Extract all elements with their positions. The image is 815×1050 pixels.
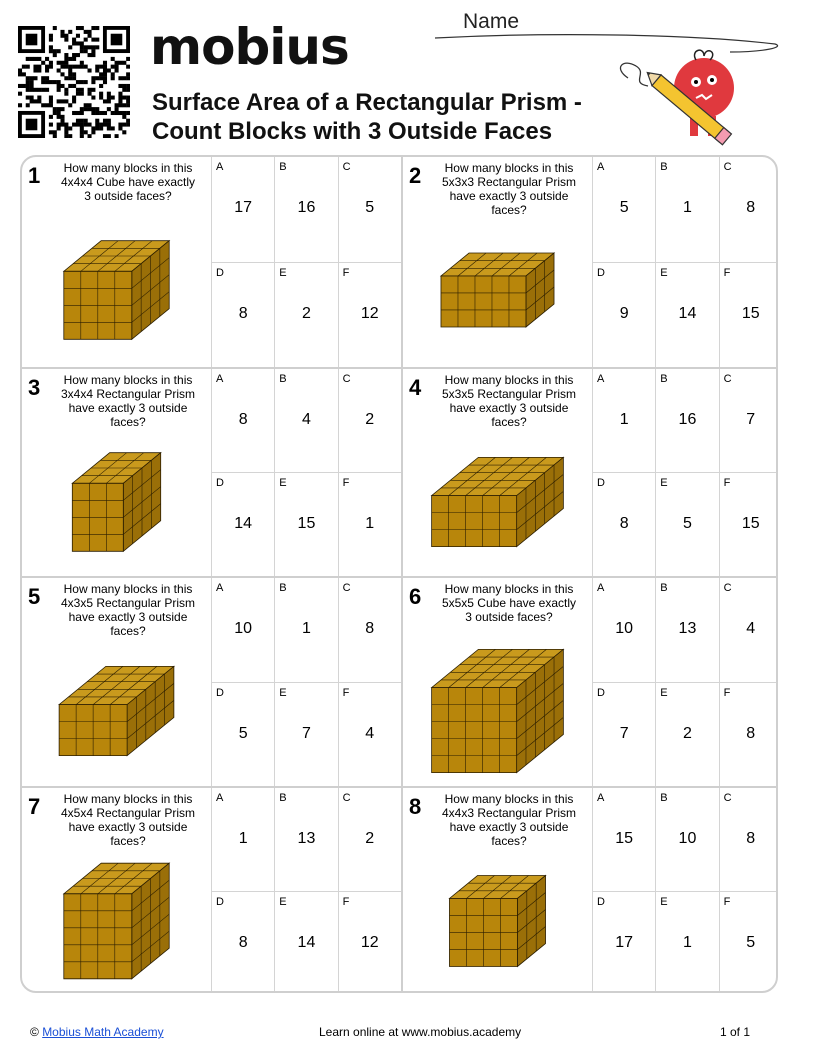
answer-option-a[interactable] [211,369,274,473]
answer-option-b[interactable] [274,157,337,262]
answer-option-c[interactable] [719,578,778,682]
answer-value: 12 [360,934,379,952]
answer-option-f[interactable] [719,472,778,576]
answer-value: 8 [746,724,756,742]
answer-value: 17 [615,934,634,952]
prism-figure [403,788,592,994]
answer-letter: A [597,791,605,804]
answer-value: 14 [297,934,316,952]
prism-figure [403,157,592,366]
answer-value: 1 [238,829,248,847]
question-cell [22,786,401,994]
answer-value: 5 [746,934,756,952]
mobius-logo: mobius [150,18,349,76]
question-text: How many blocks in this 5x5x5 Cube have exactly 3 outside faces? [441,582,577,624]
question-cell [401,367,778,577]
question-text: How many blocks in this 4x4x3 Rectangular Prism have exactly 3 outside faces? [441,791,577,848]
answer-value: 13 [297,829,316,847]
answer-choices [211,578,401,786]
answer-letter: F [723,896,731,909]
answer-value: 7 [619,724,629,742]
answer-letter: A [216,582,224,594]
answer-letter: C [342,372,351,385]
answer-letter: A [597,372,605,385]
question-text: How many blocks in this 3x4x4 Rectangular Prism have exactly 3 outside faces? [60,372,196,429]
answer-option-c[interactable] [719,157,778,262]
answer-option-e[interactable] [655,891,718,993]
answer-letter: C [342,791,351,804]
answer-letter: D [216,896,224,909]
answer-option-b[interactable] [274,369,337,473]
answer-option-f[interactable] [719,682,778,786]
answer-option-a[interactable] [211,578,274,682]
answer-value: 15 [615,829,634,847]
answer-letter: E [660,477,668,490]
answer-value: 4 [301,410,311,428]
mobius-academy-link[interactable]: Mobius Math Academy [42,1025,164,1039]
answer-letter: E [660,266,668,279]
answer-value: 1 [682,934,692,952]
answer-value: 16 [297,199,316,216]
name-label: Name [463,10,520,33]
answer-value: 2 [682,724,692,742]
answer-option-b[interactable] [655,578,718,682]
page-number: 1 of 1 [720,1025,751,1039]
answer-choices [592,157,778,367]
answer-letter: E [279,266,287,279]
answer-letter: F [342,266,350,279]
answer-value: 15 [741,304,760,322]
answer-option-d[interactable] [211,891,274,993]
answer-letter: D [597,896,605,909]
answer-value: 5 [682,515,692,533]
prism-figure [22,157,211,366]
question-text: How many blocks in this 4x4x4 Cube have exactly 3 outside faces? [60,161,196,203]
answer-value: 8 [365,620,375,637]
answer-letter: E [279,896,287,909]
answer-letter: A [216,161,224,173]
question-number: 3 [28,374,41,400]
answer-letter: A [216,791,224,804]
question-number: 2 [409,163,422,188]
answer-letter: B [279,582,287,594]
question-grid [20,155,778,993]
answer-letter: D [216,686,224,699]
answer-letter: C [723,582,732,594]
answer-option-f[interactable] [719,891,778,993]
answer-option-f[interactable] [338,682,401,786]
question-number: 5 [28,584,41,609]
copyright-symbol: © [30,1025,39,1039]
answer-value: 8 [746,199,756,216]
answer-option-f[interactable] [338,472,401,576]
prism-figure [22,369,211,578]
answer-value: 16 [678,410,697,428]
answer-letter: D [216,477,224,490]
answer-value: 2 [301,304,311,322]
answer-option-b[interactable] [655,157,718,262]
question-number: 4 [409,374,422,400]
answer-option-b[interactable] [274,788,337,892]
answer-choices [592,369,778,577]
question-text: How many blocks in this 5x3x3 Rectangular Prism have exactly 3 outside faces? [441,161,577,217]
answer-letter: B [660,372,668,385]
answer-letter: A [597,582,605,594]
answer-letter: A [216,372,224,385]
answer-choices [211,157,401,367]
answer-letter: B [660,582,668,594]
answer-option-b[interactable] [274,578,337,682]
answer-letter: D [597,686,605,699]
question-number: 1 [28,163,41,188]
answer-option-d[interactable] [592,682,655,786]
answer-letter: C [342,161,351,173]
answer-option-a[interactable] [592,369,655,473]
answer-letter: F [723,266,731,279]
answer-value: 17 [234,199,253,216]
answer-value: 1 [619,410,629,428]
footer-learn-online: Learn online at www.mobius.academy [319,1025,522,1039]
answer-letter: B [279,161,287,173]
answer-value: 4 [365,724,375,742]
answer-letter: F [342,686,350,699]
prism-figure [403,369,592,578]
answer-option-c[interactable] [338,578,401,682]
answer-letter: F [723,477,731,490]
answer-option-b[interactable] [655,369,718,473]
answer-choices [211,788,401,994]
answer-letter: A [597,161,605,173]
answer-value: 8 [238,934,248,952]
prism-figure [22,578,211,787]
answer-value: 10 [615,620,634,637]
question-text: How many blocks in this 4x5x4 Rectangular Prism have exactly 3 outside faces? [60,791,196,848]
answer-option-a[interactable] [211,788,274,892]
answer-option-c[interactable] [338,157,401,262]
answer-option-e[interactable] [655,262,718,367]
answer-option-e[interactable] [655,472,718,576]
answer-option-c[interactable] [338,369,401,473]
answer-letter: E [279,686,287,699]
answer-option-e[interactable] [274,682,337,786]
answer-value: 1 [301,620,311,637]
answer-value: 10 [234,620,253,637]
footer-copyright [30,1025,164,1039]
question-cell [401,576,778,786]
answer-option-b[interactable] [655,788,718,892]
title-line-1: Surface Area of a Rectangular Prism - [152,89,582,116]
answer-letter: E [660,896,668,909]
answer-option-d[interactable] [592,891,655,993]
answer-value: 8 [619,515,629,533]
question-cell [22,157,401,367]
answer-value: 1 [682,199,692,216]
answer-option-e[interactable] [274,472,337,576]
answer-letter: C [723,791,732,804]
answer-value: 15 [741,515,760,533]
answer-letter: D [597,266,605,279]
answer-letter: F [723,686,731,699]
title-line-2: Count Blocks with 3 Outside Faces [152,118,553,145]
mascot-illustration [608,38,758,158]
answer-letter: E [279,477,287,490]
answer-value: 8 [746,829,756,847]
answer-value: 10 [678,829,697,847]
answer-letter: F [342,896,350,909]
answer-letter: C [723,161,732,173]
question-number: 8 [409,793,422,819]
answer-value: 2 [365,829,375,847]
qr-code [18,26,130,138]
answer-letter: C [723,372,732,385]
answer-option-a[interactable] [592,788,655,892]
question-number: 7 [28,793,41,819]
answer-letter: C [342,582,351,594]
answer-letter: B [279,372,287,385]
answer-option-f[interactable] [719,262,778,367]
answer-value: 15 [297,515,316,533]
answer-option-e[interactable] [274,891,337,993]
answer-value: 12 [360,304,379,322]
answer-value: 5 [619,199,629,216]
answer-option-a[interactable] [592,157,655,262]
answer-option-c[interactable] [719,369,778,473]
answer-value: 9 [619,304,629,322]
question-cell [22,576,401,786]
prism-figure [403,578,592,787]
answer-choices [211,369,401,577]
worksheet-title [152,88,582,146]
answer-letter: E [660,686,668,699]
answer-choices [592,788,778,994]
answer-value: 5 [238,724,248,742]
answer-option-c[interactable] [338,788,401,892]
answer-option-d[interactable] [592,472,655,576]
answer-letter: B [660,161,668,173]
answer-option-a[interactable] [211,157,274,262]
answer-value: 14 [678,304,697,322]
answer-option-a[interactable] [592,578,655,682]
answer-choices [592,578,778,786]
answer-value: 4 [746,620,756,637]
answer-option-d[interactable] [211,262,274,367]
question-text: How many blocks in this 4x3x5 Rectangular Prism have exactly 3 outside faces? [60,582,196,638]
answer-option-e[interactable] [655,682,718,786]
question-cell [401,157,778,367]
answer-value: 13 [678,620,697,637]
answer-value: 8 [238,410,248,428]
answer-option-e[interactable] [274,262,337,367]
question-text: How many blocks in this 5x3x5 Rectangular Prism have exactly 3 outside faces? [441,372,577,429]
answer-value: 8 [238,304,248,322]
answer-value: 1 [365,515,375,533]
answer-value: 7 [301,724,311,742]
answer-option-d[interactable] [211,472,274,576]
answer-letter: F [342,477,350,490]
prism-figure [22,788,211,994]
answer-letter: B [279,791,287,804]
question-cell [401,786,778,994]
answer-value: 2 [365,410,375,428]
answer-letter: D [216,266,224,279]
answer-option-d[interactable] [592,262,655,367]
answer-letter: B [660,791,668,804]
answer-value: 7 [746,410,756,428]
answer-option-d[interactable] [211,682,274,786]
answer-letter: D [597,477,605,490]
answer-value: 14 [234,515,253,533]
question-cell [22,367,401,577]
answer-option-f[interactable] [338,262,401,367]
answer-option-c[interactable] [719,788,778,892]
answer-value: 5 [365,199,375,216]
question-number: 6 [409,584,422,609]
answer-option-f[interactable] [338,891,401,993]
